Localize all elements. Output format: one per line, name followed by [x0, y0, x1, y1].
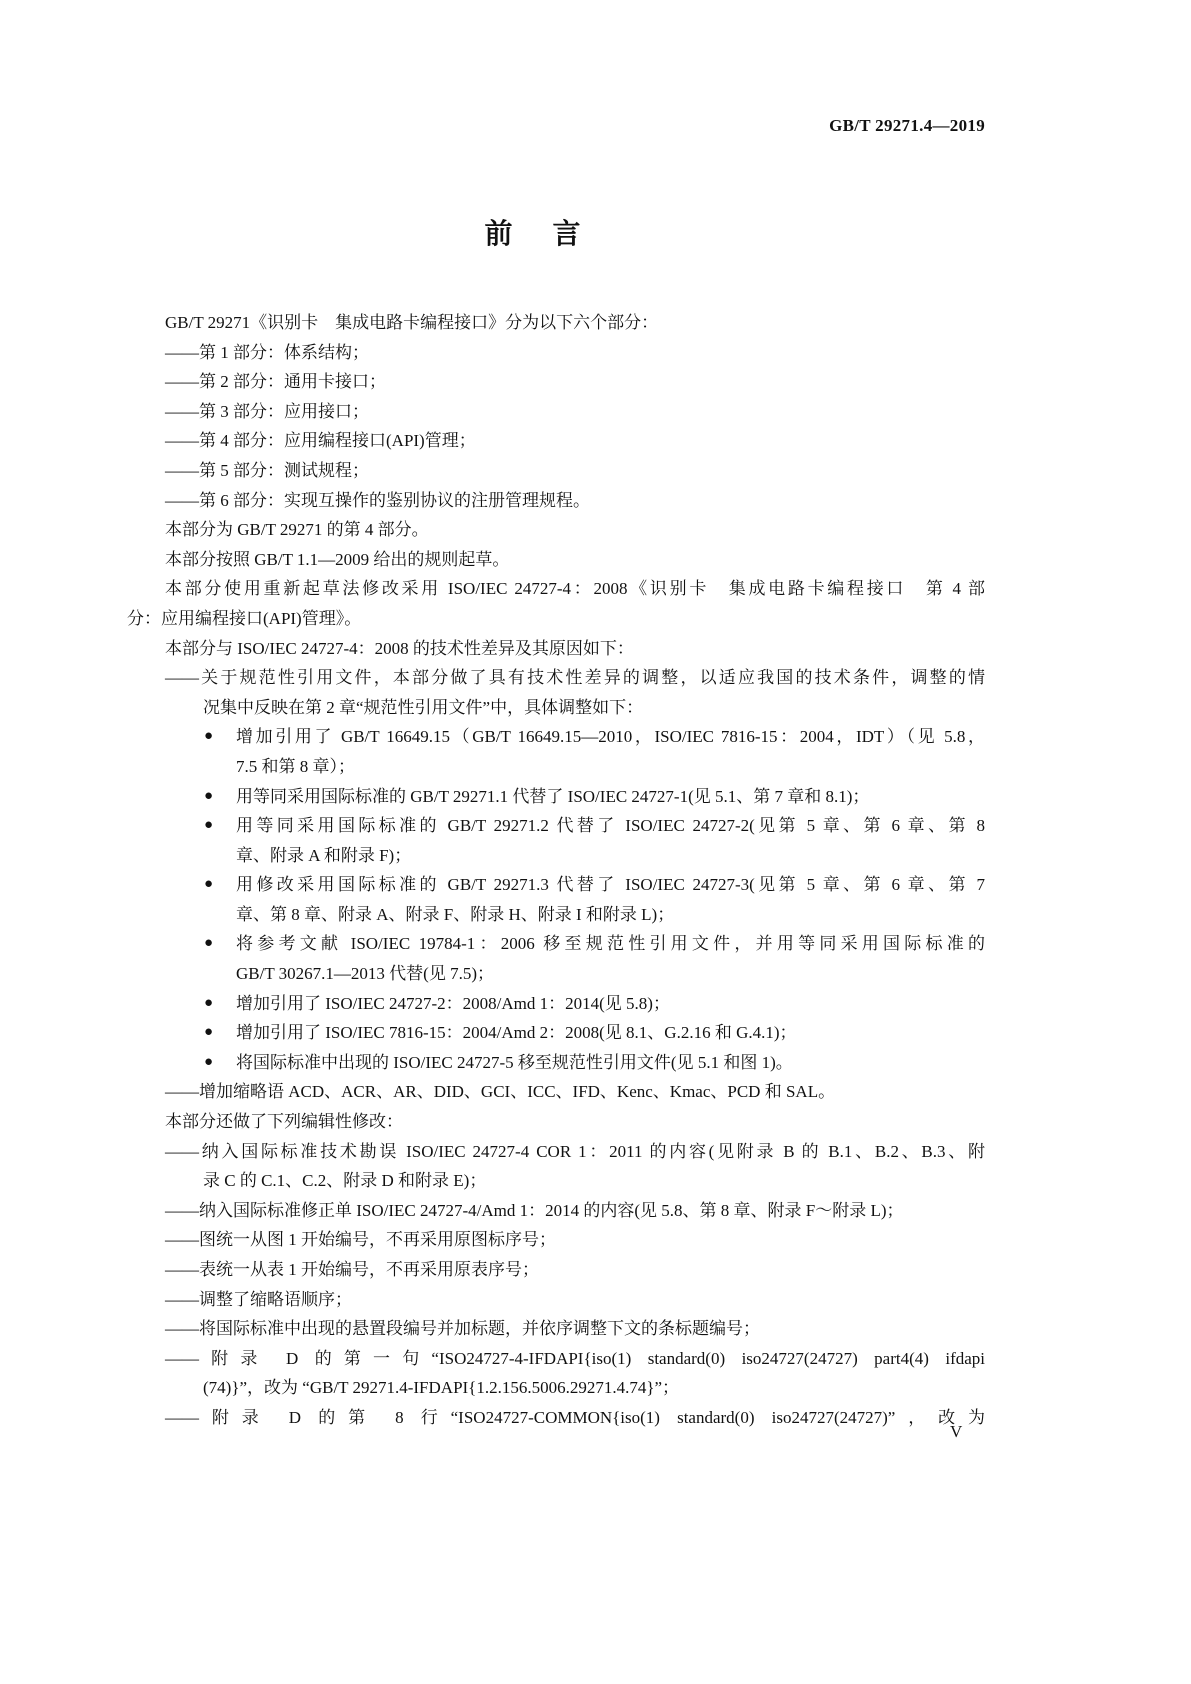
dash-item	[0, 1344, 1191, 1374]
line-text: ——第 6 部分：实现互操作的鉴别协议的注册管理规程。	[165, 490, 590, 510]
line-text: 用修改采用国际标准的 GB/T 29271.3 代替了 ISO/IEC 24727-3(见第 5 章、第 6 章、第 7	[236, 875, 985, 895]
bullet-icon: ●	[204, 1024, 214, 1041]
bullet-continuation	[0, 841, 1191, 871]
line-text: 增加引用了 ISO/IEC 7816-15：2004/Amd 2：2008(见 8.1、G.2.16 和 G.4.1)；	[236, 1023, 797, 1043]
paragraph-line	[0, 515, 1191, 545]
line-text: ——附录 D 的第一句“ISO24727-4-IFDAPI{iso(1) standard(0) iso24727(24727) part4(4) ifdapi	[165, 1348, 985, 1368]
page-title: 前言	[484, 219, 621, 250]
line-text: 将国际标准中出现的 ISO/IEC 24727-5 移至规范性引用文件(见 5.1 和图 1)。	[236, 1052, 793, 1072]
line-text: ——第 5 部分：测试规程；	[165, 460, 369, 480]
dash-item	[0, 338, 1191, 368]
line-text: 章、附录 A 和附录 F)；	[236, 845, 412, 865]
dash-item	[0, 1403, 1191, 1433]
bullet-item	[0, 1018, 1191, 1048]
dash-item	[0, 367, 1191, 397]
bullet-icon: ●	[204, 817, 214, 834]
standard-code-header: GB/T 29271.4—2019	[829, 116, 985, 135]
line-text: GB/T 29271《识别卡 集成电路卡编程接口》分为以下六个部分：	[165, 313, 659, 332]
line-text: ——图统一从图 1 开始编号，不再采用原图标序号；	[165, 1230, 556, 1250]
dash-item	[0, 1077, 1191, 1107]
line-text: ——将国际标准中出现的悬置段编号并加标题，并依序调整下文的条标题编号；	[165, 1319, 760, 1339]
dash-item	[0, 456, 1191, 486]
line-text: 增加引用了 GB/T 16649.15（GB/T 16649.15—2010，ISO/IEC 7816-15：2004，IDT）（见 5.8，	[236, 727, 985, 747]
line-text: 分：应用编程接口(API)管理》。	[127, 608, 362, 628]
bullet-item	[0, 811, 1191, 841]
bullet-item	[0, 929, 1191, 959]
dash-item	[0, 397, 1191, 427]
line-text: ——调整了缩略语顺序；	[165, 1289, 352, 1309]
line-text: ——附录 D 的第 8 行“ISO24727-COMMON{iso(1) standard(0) iso24727(24727)”，改为	[165, 1407, 985, 1427]
paragraph-line	[0, 1107, 1191, 1137]
line-text: 本部分与 ISO/IEC 24727-4：2008 的技术性差异及其原因如下：	[165, 638, 634, 658]
bullet-item	[0, 782, 1191, 812]
line-text: ——第 4 部分：应用编程接口(API)管理；	[165, 431, 476, 451]
bullet-icon: ●	[204, 787, 214, 804]
line-text: 用等同采用国际标准的 GB/T 29271.1 代替了 ISO/IEC 24727-1(见 5.1、第 7 章和 8.1)；	[236, 786, 870, 806]
line-text: ——纳入国际标准修正单 ISO/IEC 24727-4/Amd 1：2014 的内容(见 5.8、第 8 章、附录 F～附录 L)；	[165, 1200, 904, 1220]
bullet-continuation	[0, 752, 1191, 782]
page-number: V	[950, 1422, 963, 1441]
dash-item	[0, 1225, 1191, 1255]
bullet-continuation	[0, 900, 1191, 930]
line-text: 录 C 的 C.1、C.2、附录 D 和附录 E)；	[203, 1171, 487, 1191]
paragraph-line	[0, 308, 1191, 338]
line-text: 本部分为 GB/T 29271 的第 4 部分。	[165, 520, 429, 540]
dash-item-continuation	[0, 693, 1191, 723]
bullet-icon: ●	[204, 935, 214, 952]
bullet-icon: ●	[204, 1053, 214, 1070]
line-text: 本部分还做了下列编辑性修改：	[165, 1112, 403, 1132]
dash-item-continuation	[0, 1373, 1191, 1403]
dash-item	[0, 1137, 1191, 1167]
line-text: 况集中反映在第 2 章“规范性引用文件”中，具体调整如下：	[203, 697, 644, 717]
bullet-icon: ●	[204, 876, 214, 893]
dash-item	[0, 1255, 1191, 1285]
line-text: 用等同采用国际标准的 GB/T 29271.2 代替了 ISO/IEC 24727-2(见第 5 章、第 6 章、第 8	[236, 816, 985, 836]
line-text: ——第 1 部分：体系结构；	[165, 342, 369, 362]
line-text: 7.5 和第 8 章）；	[236, 756, 355, 776]
line-text: (74)}”，改为 “GB/T 29271.4-IFDAPI{1.2.156.5006.29271.4.74}”；	[203, 1378, 680, 1398]
paragraph-line	[0, 545, 1191, 575]
dash-item	[0, 663, 1191, 693]
dash-item	[0, 1285, 1191, 1315]
dash-item	[0, 486, 1191, 516]
line-text: GB/T 30267.1—2013 代替(见 7.5)；	[236, 964, 494, 984]
preface-body	[0, 308, 1191, 1433]
bullet-item	[0, 989, 1191, 1019]
line-text: ——第 2 部分：通用卡接口；	[165, 372, 386, 392]
line-text: 增加引用了 ISO/IEC 24727-2：2008/Amd 1：2014(见 5.8)；	[236, 993, 670, 1013]
line-text: ——关于规范性引用文件，本部分做了具有技术性差异的调整，以适应我国的技术条件，调整的情	[165, 668, 985, 688]
paragraph-line	[0, 634, 1191, 664]
paragraph-continuation	[0, 604, 1191, 634]
line-text: 本部分使用重新起草法修改采用 ISO/IEC 24727-4：2008《识别卡 集成电路卡编程接口 第 4 部	[165, 579, 985, 599]
line-text: ——表统一从表 1 开始编号，不再采用原表序号；	[165, 1260, 539, 1279]
dash-item-continuation	[0, 1166, 1191, 1196]
bullet-item	[0, 870, 1191, 900]
paragraph-line	[0, 574, 1191, 604]
line-text: 章、第 8 章、附录 A、附录 F、附录 H、附录 I 和附录 L)；	[236, 904, 675, 924]
line-text: 本部分按照 GB/T 1.1—2009 给出的规则起草。	[165, 549, 510, 569]
line-text: ——增加缩略语 ACD、ACR、AR、DID、GCI、ICC、IFD、Kenc、Kmac、PCD 和 SAL。	[165, 1082, 836, 1102]
line-text: ——第 3 部分：应用接口；	[165, 401, 369, 421]
bullet-icon: ●	[204, 994, 214, 1011]
dash-item	[0, 426, 1191, 456]
line-text: ——纳入国际标准技术勘误 ISO/IEC 24727-4 COR 1：2011 的内容(见附录 B 的 B.1、B.2、B.3、附	[165, 1141, 985, 1161]
bullet-continuation	[0, 959, 1191, 989]
bullet-item	[0, 1048, 1191, 1078]
dash-item	[0, 1196, 1191, 1226]
dash-item	[0, 1314, 1191, 1344]
bullet-icon: ●	[204, 728, 214, 745]
line-text: 将参考文献 ISO/IEC 19784-1：2006 移至规范性引用文件，并用等同采用国际标准的	[236, 934, 985, 954]
bullet-item	[0, 722, 1191, 752]
